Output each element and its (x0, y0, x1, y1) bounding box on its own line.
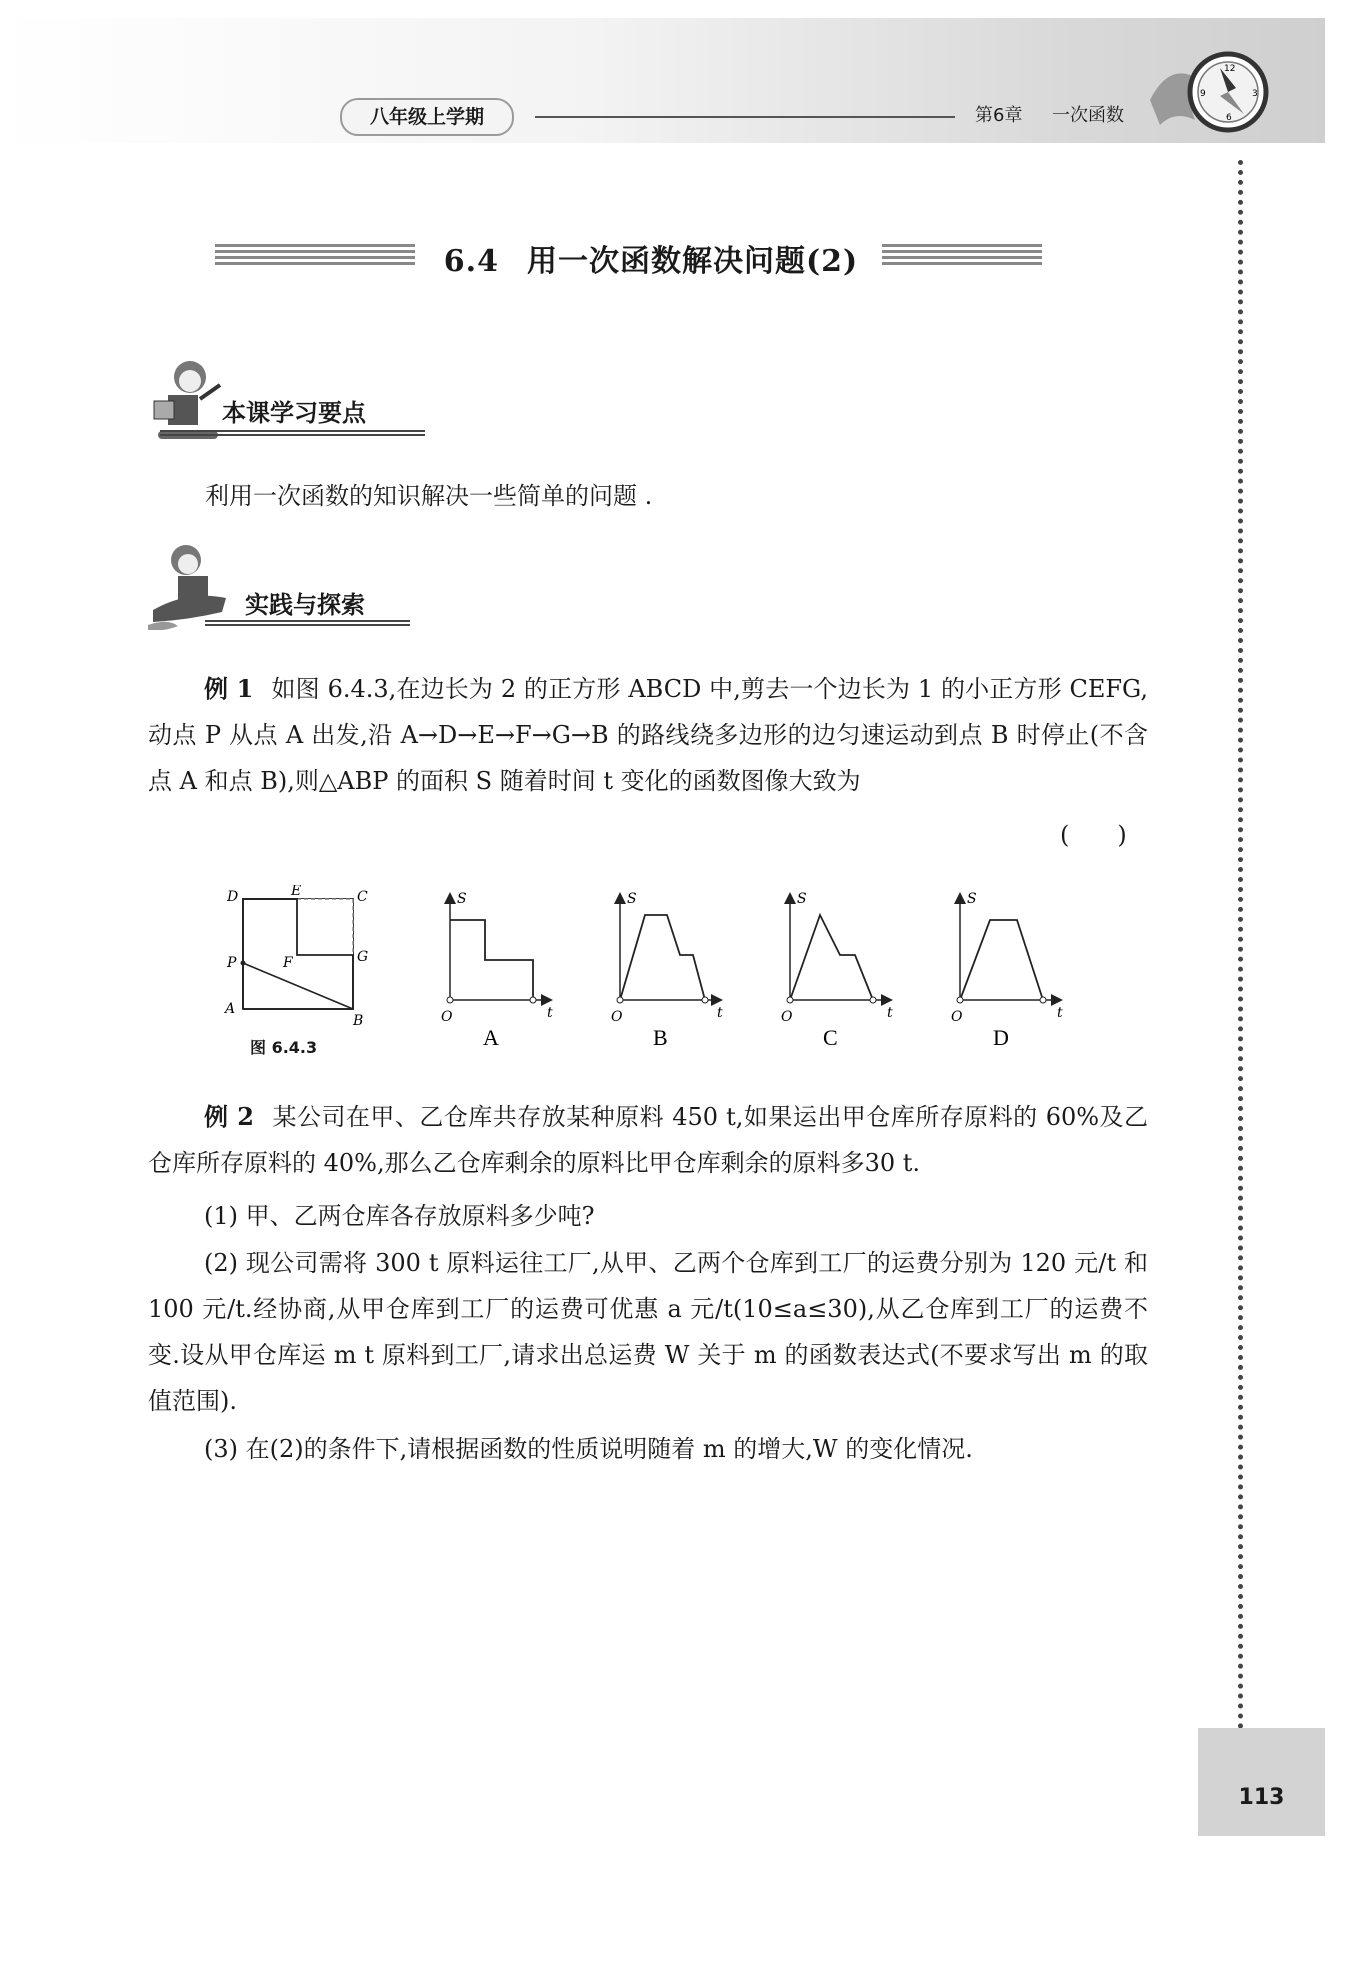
option-graph-a (441, 891, 553, 1050)
title-stripes-right (882, 244, 1042, 266)
axis-t-label: t (547, 1005, 553, 1021)
page-number: 113 (1238, 1785, 1285, 1810)
margin-dotted-rule (1238, 160, 1243, 1730)
example-2-label: 例 2 (204, 1102, 255, 1131)
example-1-body: 如图 6.4.3,在边长为 2 的正方形 ABCD 中,剪去一个边长为 1 的小正方形 CEFG,动点 P 从点 A 出发,沿 A→D→E→F→G→B 的路线绕多边形的边匀速运动到点 B 时停止(不含点 A 和点 B),则△ABP 的面积 S 随着时间 t 变化的函数图像大致为 (148, 675, 1148, 795)
example-2-text (148, 1094, 1148, 1186)
point-label-D: D (227, 889, 239, 905)
option-graph-b (611, 891, 723, 1050)
axis-t-label: t (717, 1005, 723, 1021)
origin-label: O (951, 1009, 963, 1025)
svg-text:3: 3 (1252, 89, 1258, 99)
grade-label: 八年级上学期 (340, 98, 514, 136)
figure-6-4-3 (215, 885, 385, 1035)
key-points-heading: 本课学习要点 (222, 399, 366, 427)
svg-text:9: 9 (1200, 89, 1206, 99)
option-graphs (435, 885, 1085, 1055)
page-number-box (1198, 1728, 1325, 1836)
skateboard-boy-icon (148, 540, 228, 630)
option-graph-c (781, 891, 893, 1050)
axis-s-label: S (627, 891, 637, 907)
svg-text:6: 6 (1226, 113, 1232, 123)
point-label-A: A (225, 1001, 236, 1017)
chapter-number: 第6章 (975, 105, 1023, 126)
origin-label: O (781, 1009, 793, 1025)
option-label-c: C (823, 1025, 838, 1050)
option-label-a: A (483, 1025, 499, 1050)
point-label-B: B (353, 1013, 364, 1029)
header-rule (535, 116, 955, 118)
example-2-question-3: (3) 在(2)的条件下,请根据函数的性质说明随着 m 的增大,W 的变化情况. (204, 1435, 973, 1463)
axis-s-label: S (967, 891, 977, 907)
chapter-title: 一次函数 (1052, 105, 1124, 126)
origin-label: O (441, 1009, 453, 1025)
point-label-G: G (357, 949, 369, 965)
section-title-text: 用一次函数解决问题(2) (526, 244, 859, 279)
axis-t-label: t (887, 1005, 893, 1021)
compass-logo-icon (1140, 40, 1280, 140)
option-label-d: D (993, 1025, 1009, 1050)
example-1-text (148, 666, 1148, 804)
header-band (0, 18, 1325, 143)
option-label-b: B (653, 1025, 668, 1050)
practice-rule (205, 620, 410, 626)
practice-heading: 实践与探索 (245, 591, 365, 619)
axis-s-label: S (797, 891, 807, 907)
example-2-question-1: (1) 甲、乙两仓库各存放原料多少吨? (204, 1202, 595, 1230)
axis-t-label: t (1057, 1005, 1063, 1021)
example-1-label: 例 1 (204, 674, 254, 703)
point-label-C: C (357, 889, 368, 905)
svg-text:12: 12 (1224, 64, 1236, 74)
key-points-text: 利用一次函数的知识解决一些简单的问题 . (205, 482, 653, 510)
answer-parentheses: ( ) (1060, 821, 1127, 849)
option-graph-d (951, 891, 1063, 1050)
axis-s-label: S (457, 891, 467, 907)
example-2-question-2: (2) 现公司需将 300 t 原料运往工厂,从甲、乙两个仓库到工厂的运费分别为 120 元/t 和 100 元/t.经协商,从甲仓库到工厂的运费可优惠 a 元/t(10≤a≤30),从乙仓库到工厂的运费不变.设从甲仓库运 m t 原料到工厂,请求出总运费 W 关于 m 的函数表达式(不要求写出 m 的取值范围). (148, 1249, 1148, 1415)
figure-caption: 图 6.4.3 (250, 1038, 318, 1057)
section-number: 6.4 (443, 244, 499, 279)
origin-label: O (611, 1009, 623, 1025)
point-label-F: F (283, 955, 293, 971)
point-label-P: P (227, 955, 237, 971)
key-points-rule (160, 430, 425, 436)
section-title (420, 236, 882, 280)
title-stripes-left (215, 244, 415, 266)
point-label-E: E (291, 885, 302, 899)
example-2-body: 某公司在甲、乙仓库共存放某种原料 450 t,如果运出甲仓库所存原料的 60%及乙仓库所存原料的 40%,那么乙仓库剩余的原料比甲仓库剩余的原料多30 t. (148, 1103, 1148, 1177)
